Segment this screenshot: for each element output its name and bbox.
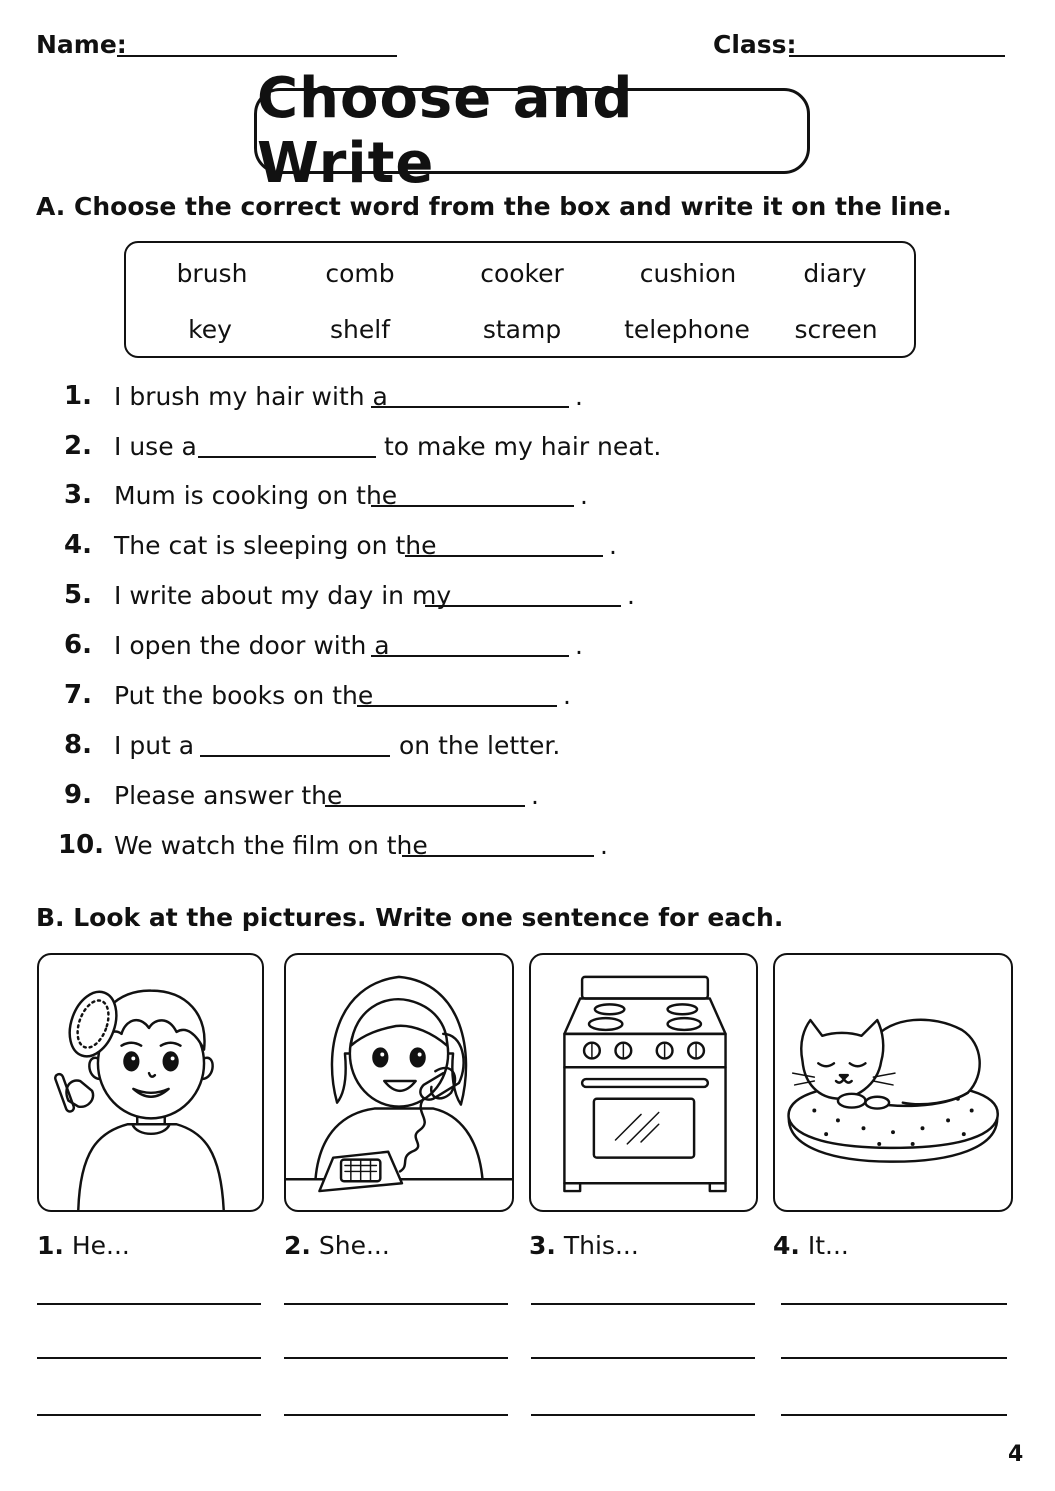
picture-frame-4	[773, 953, 1013, 1212]
picture-prompt: She...	[318, 1231, 390, 1260]
answer-blank[interactable]	[405, 555, 603, 557]
writing-line[interactable]	[284, 1357, 508, 1359]
answer-blank[interactable]	[198, 456, 376, 458]
writing-line[interactable]	[531, 1414, 755, 1416]
picture-number: 4.	[773, 1231, 800, 1260]
word-shelf: shelf	[330, 315, 390, 344]
answer-blank[interactable]	[371, 505, 574, 507]
question-number: 2.	[64, 431, 92, 461]
question-end: .	[563, 681, 571, 710]
word-comb: comb	[325, 259, 395, 288]
question-number: 1.	[64, 381, 92, 411]
picture-label-2	[284, 1231, 390, 1260]
word-stamp: stamp	[482, 315, 562, 344]
page-title: Choose and Write	[257, 66, 634, 196]
cat-on-cushion-icon	[775, 955, 1011, 1210]
question-text: I use a	[114, 432, 197, 461]
section-b-heading: B. Look at the pictures. Write one sentence for each.	[36, 903, 784, 932]
question-number: 9.	[64, 780, 92, 810]
question-number: 7.	[64, 680, 92, 710]
picture-prompt: It...	[807, 1231, 849, 1260]
question-end: .	[531, 781, 539, 810]
writing-line[interactable]	[531, 1357, 755, 1359]
word-key: key	[188, 315, 232, 344]
picture-prompt: This...	[563, 1231, 639, 1260]
picture-prompt: He...	[71, 1231, 130, 1260]
question-number: 10.	[58, 830, 105, 860]
question-number: 5.	[64, 580, 92, 610]
picture-label-1	[37, 1231, 130, 1260]
question-number: 6.	[64, 630, 92, 660]
picture-label-3	[529, 1231, 639, 1260]
writing-line[interactable]	[37, 1303, 261, 1305]
word-telephone: telephone	[624, 315, 750, 344]
question-number: 8.	[64, 730, 92, 760]
name-field[interactable]	[117, 55, 397, 57]
writing-line[interactable]	[284, 1414, 508, 1416]
question-text: I put a	[114, 731, 195, 760]
picture-frame-1	[37, 953, 264, 1212]
answer-blank[interactable]	[371, 655, 569, 657]
question-text: I open the door with a	[114, 631, 390, 660]
page-number: 4	[1008, 1442, 1024, 1467]
question-text: I brush my hair with a	[114, 382, 388, 411]
word-cooker: cooker	[480, 259, 564, 288]
writing-line[interactable]	[781, 1303, 1007, 1305]
writing-line[interactable]	[781, 1414, 1007, 1416]
class-label: Class:	[713, 30, 797, 59]
answer-blank[interactable]	[425, 605, 621, 607]
picture-frame-3	[529, 953, 758, 1212]
picture-label-4	[773, 1231, 849, 1260]
question-number: 3.	[64, 480, 92, 510]
word-box	[124, 241, 916, 358]
picture-number: 1.	[37, 1231, 64, 1260]
question-end: .	[575, 382, 583, 411]
answer-blank[interactable]	[357, 705, 557, 707]
question-text: Put the books on the	[114, 681, 374, 710]
class-field[interactable]	[789, 55, 1005, 57]
word-diary: diary	[803, 259, 867, 288]
question-end: to make my hair neat.	[384, 432, 662, 461]
question-end: .	[609, 531, 617, 560]
answer-blank[interactable]	[402, 855, 594, 857]
title-box	[254, 66, 810, 196]
name-label: Name:	[36, 30, 127, 59]
writing-line[interactable]	[284, 1303, 508, 1305]
question-end: .	[575, 631, 583, 660]
answer-blank[interactable]	[371, 406, 569, 408]
question-end: .	[580, 481, 588, 510]
question-text: We watch the film on the	[114, 831, 428, 860]
picture-frame-2	[284, 953, 514, 1212]
writing-line[interactable]	[531, 1303, 755, 1305]
writing-line[interactable]	[37, 1414, 261, 1416]
question-end: .	[627, 581, 635, 610]
girl-on-telephone-icon	[286, 955, 512, 1210]
answer-blank[interactable]	[200, 755, 390, 757]
section-a-heading: A. Choose the correct word from the box and write it on the line.	[36, 192, 952, 221]
question-end: on the letter.	[399, 731, 561, 760]
boy-brushing-hair-icon	[39, 955, 262, 1210]
question-number: 4.	[64, 530, 92, 560]
question-text: Please answer the	[114, 781, 343, 810]
writing-line[interactable]	[37, 1357, 261, 1359]
word-screen: screen	[794, 315, 878, 344]
question-end: .	[600, 831, 608, 860]
answer-blank[interactable]	[325, 805, 525, 807]
question-text: The cat is sleeping on the	[114, 531, 437, 560]
picture-number: 2.	[284, 1231, 311, 1260]
question-text: Mum is cooking on the	[114, 481, 398, 510]
picture-number: 3.	[529, 1231, 556, 1260]
question-text: I write about my day in my	[114, 581, 452, 610]
writing-line[interactable]	[781, 1357, 1007, 1359]
word-cushion: cushion	[639, 259, 737, 288]
word-brush: brush	[176, 259, 248, 288]
cooker-icon	[531, 955, 756, 1210]
